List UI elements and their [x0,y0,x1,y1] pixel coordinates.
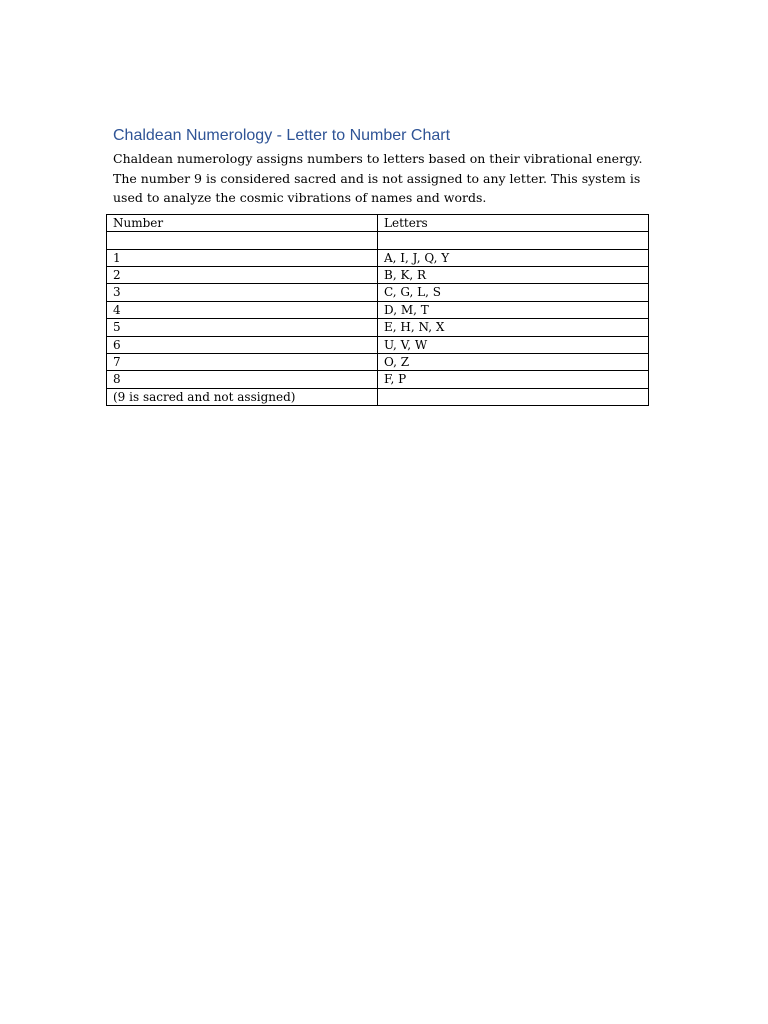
number-cell: 4 [107,301,378,318]
letters-cell: E, H, N, X [378,319,649,336]
table-row [107,388,649,405]
number-cell: 8 [107,371,378,388]
number-cell: (9 is sacred and not assigned) [107,388,378,405]
letters-cell: U, V, W [378,336,649,353]
column-header-number: Number [107,214,378,231]
number-cell: 2 [107,266,378,283]
number-cell: 7 [107,353,378,370]
number-cell [107,232,378,249]
letters-cell: F, P [378,371,649,388]
document-body [106,123,649,406]
numerology-table [106,214,649,406]
number-cell: 3 [107,284,378,301]
table-row [107,371,649,388]
table-row [107,232,649,249]
table-row [107,353,649,370]
letters-cell: A, I, J, Q, Y [378,249,649,266]
table-row [107,249,649,266]
table-row [107,319,649,336]
letters-cell [378,388,649,405]
table-row [107,284,649,301]
letters-cell [378,232,649,249]
table-row [107,336,649,353]
number-cell: 5 [107,319,378,336]
letters-cell: D, M, T [378,301,649,318]
intro-paragraph: Chaldean numerology assigns numbers to letters based on their vibrational energy. The number 9 is considered sacred and is not assigned to any letter. This system is used to analyze the cosmic vibrations of names and words. [113,151,643,206]
letters-cell: C, G, L, S [378,284,649,301]
column-header-letters: Letters [378,214,649,231]
document-title: Chaldean Numerology - Letter to Number Chart [113,127,451,144]
letters-cell: B, K, R [378,266,649,283]
table-row [107,266,649,283]
number-cell: 1 [107,249,378,266]
number-cell: 6 [107,336,378,353]
letters-cell: O, Z [378,353,649,370]
table-row [107,301,649,318]
table-header-row [107,214,649,231]
